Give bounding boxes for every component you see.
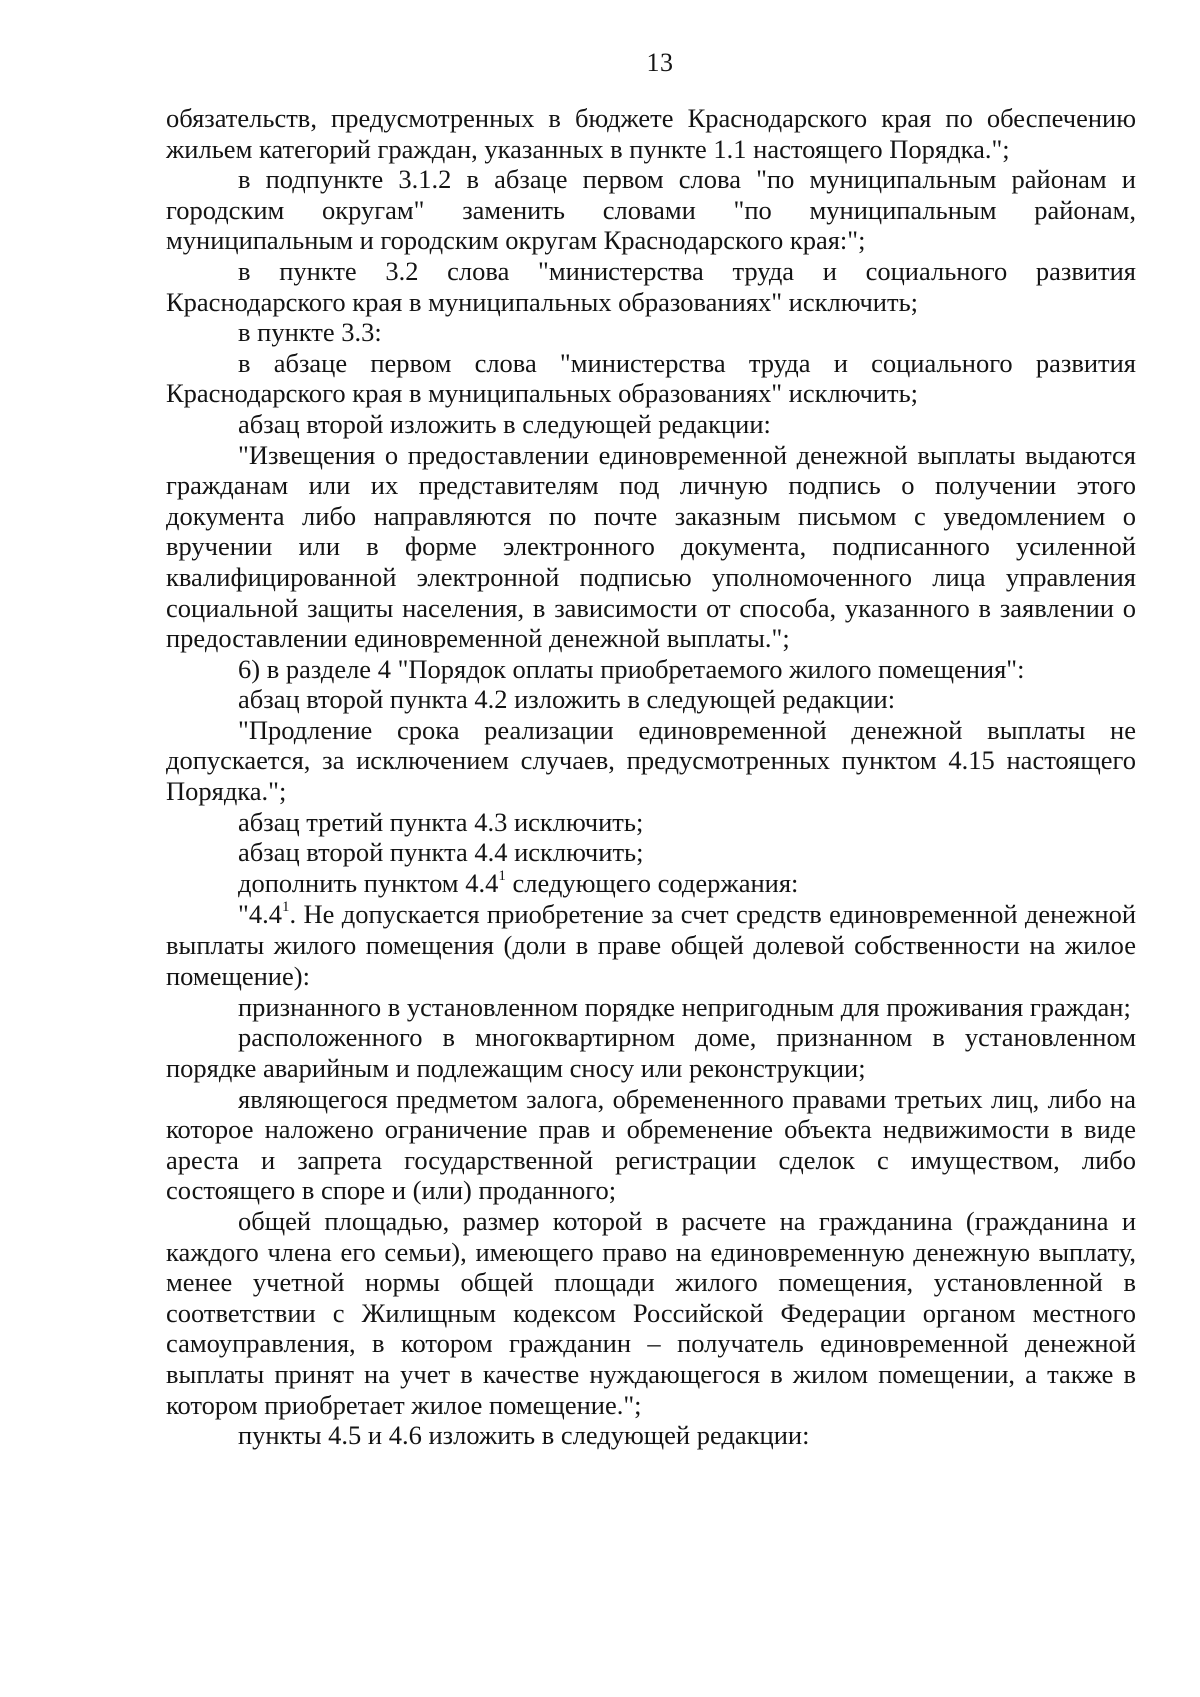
paragraph — [166, 899, 1136, 992]
superscript: 1 — [498, 868, 506, 885]
paragraph-text: в пункте 3.3: — [238, 317, 382, 348]
paragraph — [166, 317, 1136, 348]
paragraph-text: . Не допускается приобретение за счет средств единовременной денежной выплаты жилого помещения (доли в праве общей долевой собственности на жилое помещение): — [166, 898, 1136, 991]
paragraph — [166, 715, 1136, 807]
paragraph-text: пункты 4.5 и 4.6 изложить в следующей редакции: — [238, 1420, 810, 1451]
paragraph-text: дополнить пунктом 4.4 — [238, 867, 499, 898]
paragraph-text: "4.4 — [238, 898, 282, 929]
paragraph — [166, 1420, 1136, 1451]
paragraph-text: "Извещения о предоставлении единовременной денежной выплаты выдаются гражданам или их представителям под личную подпись о получении этого документа либо направляются по почте заказным письмом с уведомлением о вручении или в форме электронного документа, подписанного усиленной квалифицированной электронной подписью уполномоченного лица управления социальной защиты населения, в зависимости от способа, указанного в заявлении о предоставлении единовременной денежной выплаты."; — [166, 439, 1136, 654]
paragraph-text: абзац второй изложить в следующей редакции: — [238, 408, 771, 439]
superscript: 1 — [281, 899, 290, 916]
paragraph — [166, 348, 1136, 409]
paragraph-text: абзац второй пункта 4.2 изложить в следующей редакции: — [238, 684, 896, 715]
paragraph-text: 6) в разделе 4 "Порядок оплаты приобретаемого жилого помещения": — [238, 653, 1025, 684]
paragraph — [166, 807, 1136, 838]
paragraph — [166, 684, 1136, 715]
paragraph-text: в подпункте 3.1.2 в абзаце первом слова "по муниципальным районам и городским округам" заменить словами "по муниципальным районам, муниципальным и городским округам Краснодарского края:"; — [166, 164, 1136, 256]
paragraph — [166, 868, 1136, 899]
paragraph-text: общей площадью, размер которой в расчете на гражданина (гражданина и каждого члена его семьи), имеющего право на единовременную денежную выплату, менее учетной нормы общей площади жилого помещения, установленной в соответствии с Жилищным кодексом Российской Федерации органом местного самоуправления, в котором гражданин – получатель единовременной денежной выплаты принят на учет в качестве нуждающегося в жилом помещении, а также в котором приобретает жилое помещение."; — [166, 1206, 1136, 1420]
paragraph — [166, 164, 1136, 256]
paragraph — [166, 1022, 1136, 1083]
paragraph-text: обязательств, предусмотренных в бюджете Краснодарского края по обеспечению жильем категорий граждан, указанных в пункте 1.1 настоящего Порядка."; — [166, 103, 1136, 164]
paragraph — [166, 1084, 1136, 1206]
paragraph — [166, 654, 1136, 685]
paragraph — [166, 256, 1136, 317]
paragraph — [166, 103, 1136, 164]
paragraph-text: в абзаце первом слова "министерства труда и социального развития Краснодарского края в муниципальных образованиях" исключить; — [166, 347, 1136, 409]
paragraph — [166, 837, 1136, 868]
paragraph-text: расположенного в многоквартирном доме, признанном в установленном порядке аварийным и подлежащим сносу или реконструкции; — [166, 1022, 1136, 1084]
paragraph — [166, 992, 1136, 1023]
paragraph-text: являющегося предметом залога, обремененного правами третьих лиц, либо на которое наложено ограничение прав и обременение объекта недвижимости в виде ареста и запрета государственной регистрации сделок с имуществом, либо состоящего в споре и (или) проданного; — [166, 1083, 1136, 1206]
paragraph-text: признанного в установленном порядке непригодным для проживания граждан; — [238, 991, 1131, 1022]
paragraph-text: "Продление срока реализации единовременной денежной выплаты не допускается, за исключением случаев, предусмотренных пунктом 4.15 настоящего Порядка."; — [166, 714, 1136, 807]
document-body — [166, 103, 1136, 1451]
paragraph-text: абзац второй пункта 4.4 исключить; — [238, 837, 644, 868]
paragraph — [166, 409, 1136, 440]
page-number: 13 — [646, 48, 674, 77]
paragraph — [166, 1206, 1136, 1420]
paragraph-text: в пункте 3.2 слова "министерства труда и социального развития Краснодарского края в муниципальных образованиях" исключить; — [166, 255, 1136, 317]
paragraph — [166, 440, 1136, 654]
paragraph-text: абзац третий пункта 4.3 исключить; — [238, 806, 644, 837]
paragraph-text: следующего содержания: — [505, 867, 799, 898]
